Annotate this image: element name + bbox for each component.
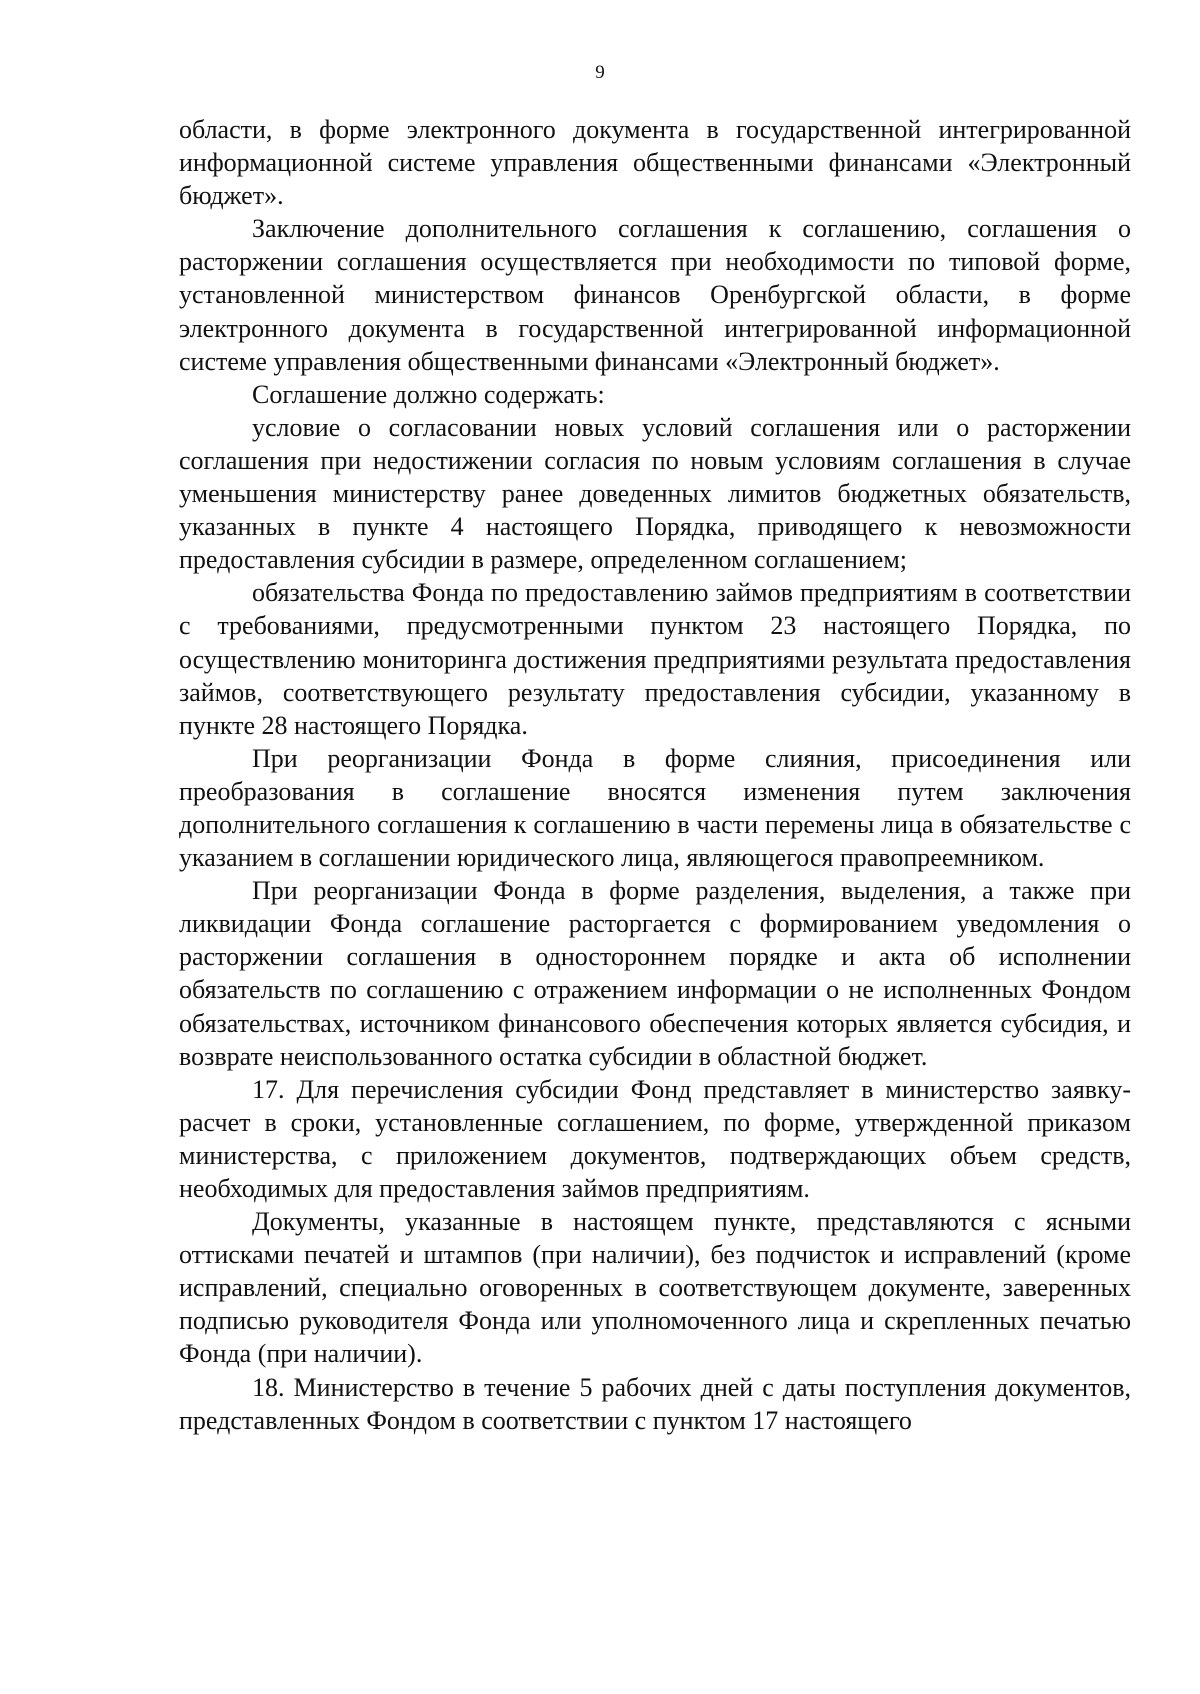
paragraph-condition-limits: условие о согласовании новых условий соглашения или о расторжении соглашения при недостижении согласия по новым условиям соглашения в случае уменьшения министерству ранее доведенных лимитов бюджетных обязательств, указанных в пункте 4 настоящего Порядка, приводящего к невозможности предоставления субсидии в размере, определенном соглашением; xyxy=(179,412,1131,575)
paragraph-reorganization-division: При реорганизации Фонда в форме разделения, выделения, а также при ликвидации Фонда соглашение расторгается с формированием уведомления о расторжении соглашения в одностороннем порядке и акта об исполнении обязательств по соглашению с отражением информации о не исполненных Фондом обязательствах, источником финансового обеспечения которых является субсидия, и возврате неиспользованного остатка субсидии в областной бюджет. xyxy=(179,876,1131,1071)
paragraph-reorganization-merger: При реорганизации Фонда в форме слияния, присоединения или преобразования в соглашение вносятся изменения путем заключения дополнительного соглашения к соглашению в части перемены лица в обязательстве с указанием в соглашении юридического лица, являющегося правопреемником. xyxy=(179,743,1131,873)
paragraph-documents-requirements: Документы, указанные в настоящем пункте, представляются с ясными оттисками печатей и штампов (при наличии), без подчисток и исправлений (кроме исправлений, специально оговоренных в соответствующем документе, заверенных подписью руководителя Фонда или уполномоченного лица и скрепленных печатью Фонда (при наличии). xyxy=(179,1207,1131,1369)
paragraph-continuation: области, в форме электронного документа в государственной интегрированной информационной системе управления общественными финансами «Электронный бюджет». xyxy=(179,115,1131,211)
paragraph-additional-agreement: Заключение дополнительного соглашения к соглашению, соглашения о расторжении соглашения осуществляется при необходимости по типовой форме, установленной министерством финансов Оренбургской области, в форме электронного документа в государственной интегрированной информационной системе управления общественными финансами «Электронный бюджет». xyxy=(179,214,1131,376)
paragraph-item-17: 17. Для перечисления субсидии Фонд представляет в министерство заявку-расчет в сроки, установленные соглашением, по форме, утвержденной приказом министерства, с приложением документов, подтверждающих объем средств, необходимых для предоставления займов предприятиям. xyxy=(179,1074,1131,1203)
document-body xyxy=(179,113,1131,1437)
paragraph-item-18: 18. Министерство в течение 5 рабочих дней с даты поступления документов, представленных Фондом в соответствии с пунктом 17 настоящего xyxy=(179,1372,1131,1435)
paragraph-agreement-contents: Соглашение должно содержать: xyxy=(252,379,605,409)
page-number: 9 xyxy=(595,62,605,83)
paragraph-fund-obligations: обязательства Фонда по предоставлению займов предприятиям в соответствии с требованиями, предусмотренными пунктом 23 настоящего Порядка, по осуществлению мониторинга достижения предприятиями результата предоставления займов, соответствующего результату предоставления субсидии, указанному в пункте 28 настоящего Порядка. xyxy=(179,578,1131,740)
